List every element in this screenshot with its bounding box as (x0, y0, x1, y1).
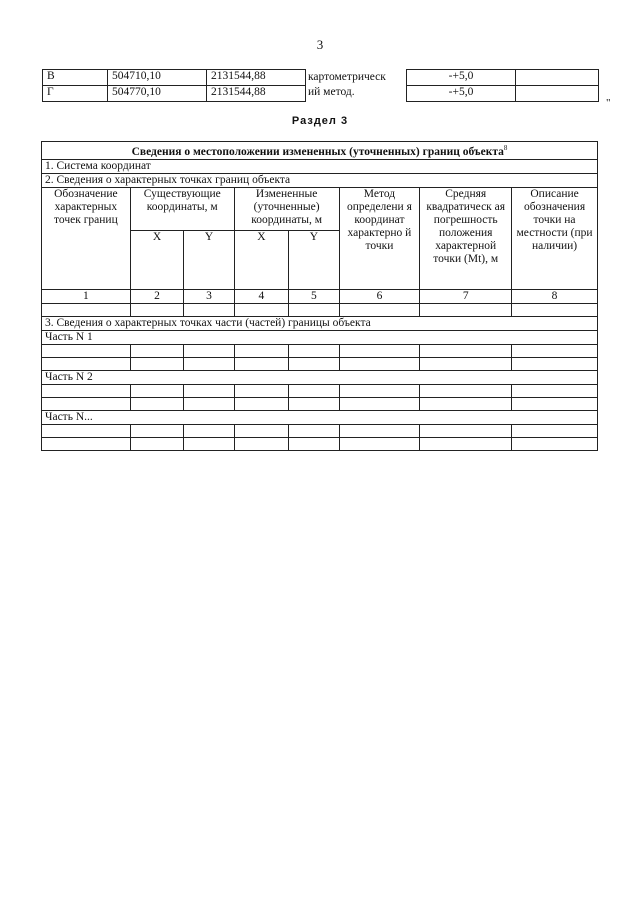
part-label: Часть N 2 (42, 370, 598, 384)
coordinates-table-top (42, 69, 306, 102)
header-x-existing: X (130, 230, 183, 289)
coordinate-system-row: 1. Система координат (42, 159, 598, 173)
point-label: Г (43, 86, 108, 102)
error-table-top (406, 69, 599, 102)
empty-row (42, 357, 598, 370)
column-number: 7 (420, 289, 512, 303)
table-row (42, 173, 598, 187)
empty-cell (516, 86, 599, 102)
column-number: 2 (130, 289, 183, 303)
part-label: Часть N... (42, 410, 598, 424)
column-number: 3 (184, 289, 234, 303)
section-title: Раздел 3 (291, 115, 349, 127)
part-points-row: 3. Сведения о характерных точках части (частей) границы объекта (42, 316, 598, 330)
empty-row (42, 303, 598, 316)
column-number-row (42, 289, 598, 303)
point-label: В (43, 70, 108, 86)
empty-row (42, 344, 598, 357)
method-line-1: картометрическ (308, 71, 386, 83)
table-row (42, 330, 598, 344)
column-number: 1 (42, 289, 131, 303)
error-value: -+5,0 (407, 86, 516, 102)
header-y-existing: Y (184, 230, 234, 289)
empty-row (42, 384, 598, 397)
characteristic-points-row: 2. Сведения о характерных точках границ объекта (42, 173, 598, 187)
column-number: 5 (289, 289, 339, 303)
table-row (42, 316, 598, 330)
column-number: 4 (234, 289, 288, 303)
empty-cell (516, 70, 599, 86)
table-row (42, 159, 598, 173)
empty-row (42, 424, 598, 437)
part-label: Часть N 1 (42, 330, 598, 344)
table-row (43, 86, 306, 102)
column-number: 8 (512, 289, 598, 303)
page-number: 3 (316, 37, 324, 52)
point-y: 2131544,88 (207, 70, 306, 86)
table-row (43, 70, 306, 86)
table-title-row (42, 142, 598, 160)
closing-quote: " (606, 97, 611, 109)
method-cell (308, 70, 386, 100)
table-row (42, 410, 598, 424)
error-value: -+5,0 (407, 70, 516, 86)
table-row (407, 70, 599, 86)
table-row (42, 370, 598, 384)
table-title (42, 142, 598, 160)
point-x: 504770,10 (108, 86, 207, 102)
empty-row (42, 397, 598, 410)
point-y: 2131544,88 (207, 86, 306, 102)
footnote-marker: 8 (503, 144, 508, 152)
header-row (42, 187, 598, 230)
header-y-changed: Y (289, 230, 339, 289)
point-x: 504710,10 (108, 70, 207, 86)
header-changed-coordinates: Измененные (уточненные) координаты, м (234, 187, 339, 230)
column-number: 6 (339, 289, 420, 303)
empty-row (42, 437, 598, 450)
header-mse: Средняя квадратическ ая погрешность положения характерной точки (Mt), м (420, 187, 512, 289)
header-description: Описание обозначения точки на местности (при наличии) (512, 187, 598, 289)
method-line-2: ий метод. (308, 86, 355, 98)
boundary-table (41, 141, 598, 451)
header-x-changed: X (234, 230, 288, 289)
table-row (407, 86, 599, 102)
header-existing-coordinates: Существующие координаты, м (130, 187, 234, 230)
header-designation: Обозначение характерных точек границ (42, 187, 131, 289)
header-method: Метод определени я координат характерно й точки (339, 187, 420, 289)
table-title-text: Сведения о местоположении измененных (уточненных) границ объекта (131, 145, 504, 158)
